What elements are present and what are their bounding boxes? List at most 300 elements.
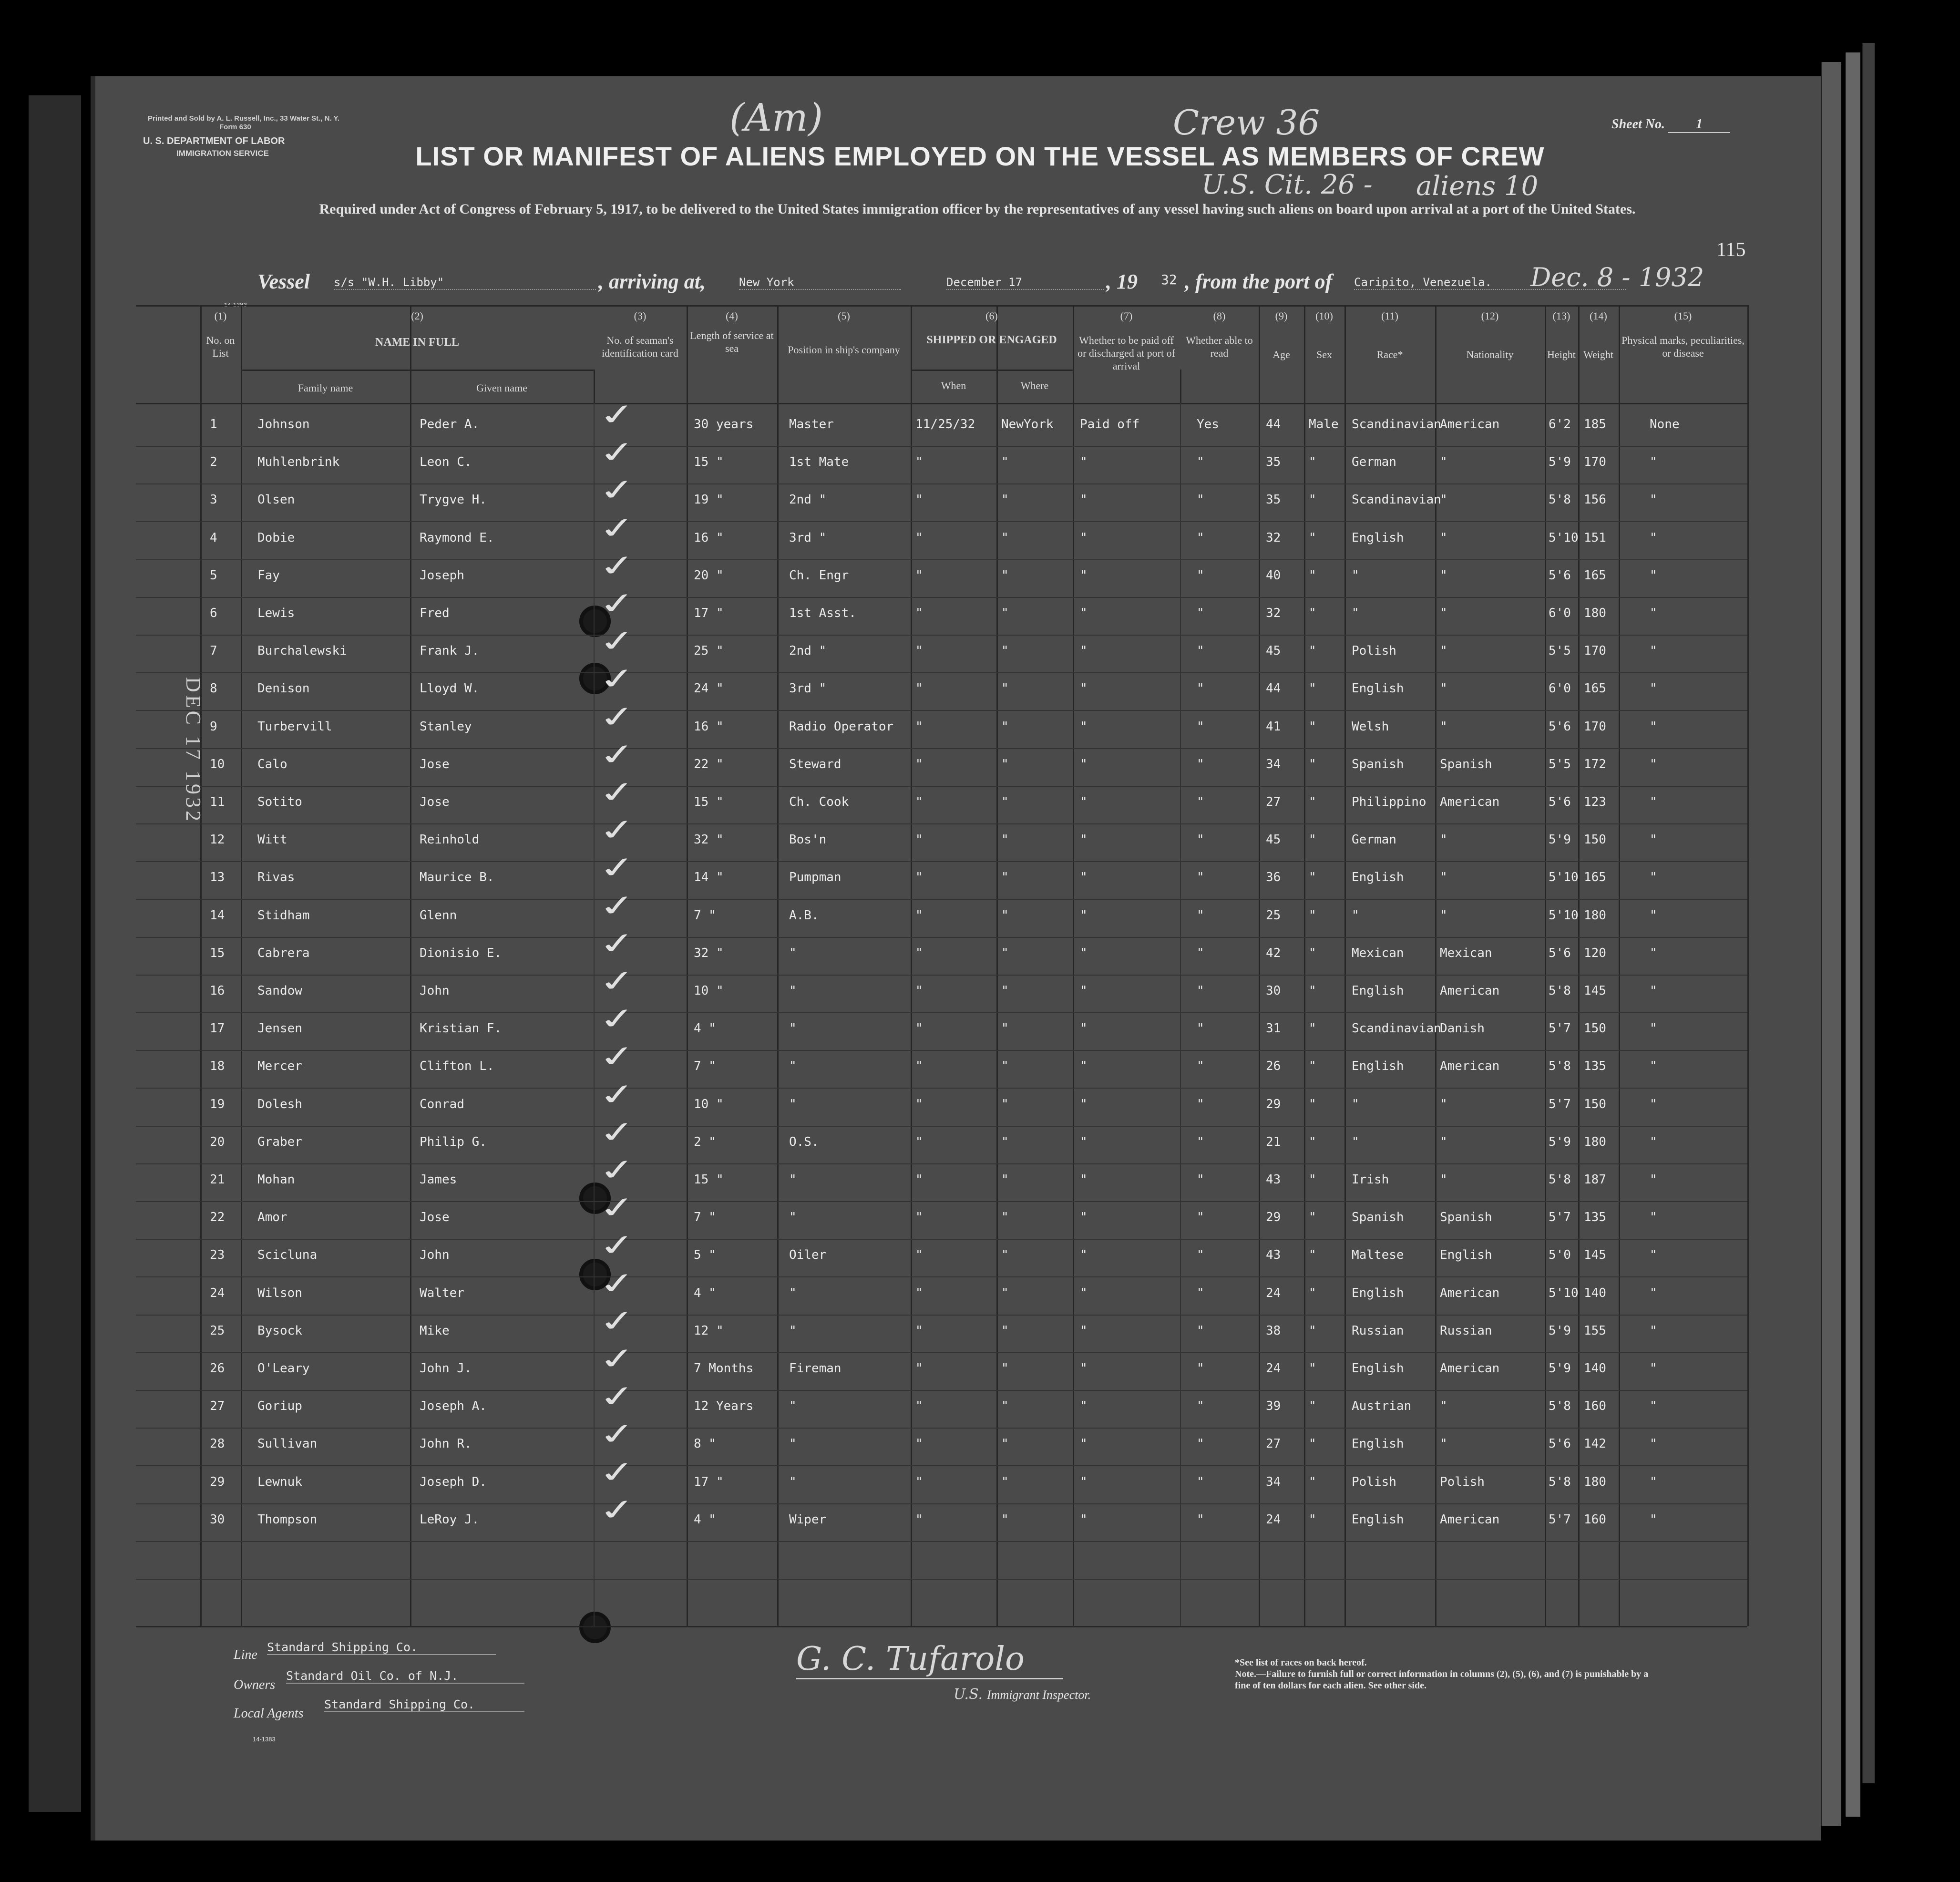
sex: "	[1309, 1286, 1316, 1300]
shipped-when: "	[915, 833, 923, 847]
sex: "	[1309, 1172, 1316, 1187]
position: 3rd "	[789, 530, 827, 545]
family-name: Mohan	[257, 1172, 295, 1187]
column-header: Whether able to read	[1186, 334, 1253, 359]
shipped-where: "	[1001, 1323, 1009, 1338]
weight: 180	[1584, 1474, 1606, 1489]
owners-value: Standard Oil Co. of N.J.	[286, 1669, 524, 1684]
sex: "	[1309, 1134, 1316, 1149]
nationality: "	[1440, 1134, 1447, 1149]
table-row-rule	[136, 635, 1747, 636]
column-number: (8)	[1213, 310, 1226, 322]
sheet-number: 1	[1668, 117, 1730, 133]
paid-off: "	[1080, 1361, 1088, 1376]
page-title: LIST OR MANIFEST OF ALIENS EMPLOYED ON THE VESSEL AS MEMBERS OF CREW	[415, 141, 1545, 171]
height: 5'6	[1549, 795, 1571, 809]
length-of-service: 12 Years	[694, 1399, 754, 1414]
able-to-read: "	[1197, 719, 1204, 734]
table-row-rule	[136, 672, 1747, 673]
length-of-service: 17 "	[694, 606, 724, 620]
able-to-read: "	[1197, 1059, 1204, 1074]
sex: "	[1309, 1361, 1316, 1376]
given-name: Philip G.	[420, 1134, 487, 1149]
able-to-read: "	[1197, 757, 1204, 771]
height: 5'6	[1549, 946, 1571, 960]
position: Steward	[789, 757, 841, 771]
arrival-port: New York	[739, 276, 901, 290]
paid-off: Paid off	[1080, 417, 1140, 432]
able-to-read: "	[1197, 1512, 1204, 1527]
table-row-rule	[136, 559, 1747, 560]
position: "	[789, 946, 797, 960]
row-number: 12	[210, 833, 225, 847]
able-to-read: "	[1197, 530, 1204, 545]
table-row-rule	[136, 483, 1747, 484]
weight: 180	[1584, 1134, 1606, 1149]
age: 40	[1266, 568, 1281, 583]
checkmark-icon: ✓	[595, 850, 640, 886]
family-name: Fay	[257, 568, 280, 583]
row-number: 8	[210, 681, 217, 696]
height: 6'0	[1549, 681, 1571, 696]
checkmark-icon: ✓	[595, 510, 640, 546]
weight: 142	[1584, 1437, 1606, 1451]
height: 5'6	[1549, 719, 1571, 734]
shipped-when: "	[915, 1361, 923, 1376]
table-row-rule	[136, 1352, 1747, 1353]
checkmark-icon: ✓	[595, 887, 640, 924]
checkmark-icon: ✓	[595, 585, 640, 622]
paid-off: "	[1080, 455, 1088, 470]
paid-off: "	[1080, 795, 1088, 809]
given-name: Dionisio E.	[420, 946, 502, 960]
weight: 160	[1584, 1399, 1606, 1414]
sex: "	[1309, 757, 1316, 771]
table-row-rule	[136, 1579, 1747, 1580]
able-to-read: "	[1197, 984, 1204, 998]
age: 42	[1266, 946, 1281, 960]
given-name: Reinhold	[420, 833, 480, 847]
nationality: American	[1440, 1361, 1500, 1376]
physical-marks: "	[1650, 757, 1657, 771]
sex: "	[1309, 1021, 1316, 1036]
shipped-where: "	[1001, 455, 1009, 470]
nationality: "	[1440, 493, 1447, 507]
column-header: Length of service at sea	[690, 329, 774, 354]
race: English	[1352, 1512, 1404, 1527]
height: 5'9	[1549, 1361, 1571, 1376]
shipped-subheader-rule	[911, 370, 1073, 371]
shipped-where: "	[1001, 1059, 1009, 1074]
height: 5'9	[1549, 1323, 1571, 1338]
weight: 180	[1584, 606, 1606, 620]
age: 29	[1266, 1210, 1281, 1225]
row-number: 2	[210, 455, 217, 470]
shipped-where: "	[1001, 1097, 1009, 1111]
paid-off: "	[1080, 1248, 1088, 1263]
length-of-service: 15 "	[694, 795, 724, 809]
able-to-read: Yes	[1197, 417, 1219, 432]
able-to-read: "	[1197, 833, 1204, 847]
column-number: (9)	[1275, 310, 1288, 322]
age: 35	[1266, 455, 1281, 470]
weight: 172	[1584, 757, 1606, 771]
table-column-rule	[594, 370, 595, 403]
handwritten-am: (Am)	[729, 95, 823, 140]
height: 5'8	[1549, 984, 1571, 998]
length-of-service: 2 "	[694, 1134, 716, 1149]
family-name: Stidham	[257, 908, 310, 923]
height: 6'2	[1549, 417, 1571, 432]
length-of-service: 4 "	[694, 1021, 716, 1036]
row-number: 24	[210, 1286, 225, 1300]
height: 5'8	[1549, 493, 1571, 507]
sheet-number-field	[1611, 117, 1730, 133]
penalty-note: Note.—Failure to furnish full or correct information in columns (2), (5), (6), and (7) is punishable by a fine of ten dollars for each alien. See other side.	[1235, 1669, 1649, 1691]
height: 5'8	[1549, 1172, 1571, 1187]
physical-marks: "	[1650, 1021, 1657, 1036]
position: Bos'n	[789, 833, 827, 847]
checkmark-icon: ✓	[595, 736, 640, 773]
table-row-rule	[136, 1239, 1747, 1240]
height: 5'10	[1549, 870, 1579, 885]
able-to-read: "	[1197, 795, 1204, 809]
length-of-service: 7 "	[694, 1059, 716, 1074]
column-number: (1)	[214, 310, 227, 322]
from-port-label: , from the port of	[1185, 270, 1333, 293]
vessel-label: Vessel	[257, 270, 310, 293]
age: 24	[1266, 1361, 1281, 1376]
printer-info	[148, 114, 339, 132]
length-of-service: 16 "	[694, 719, 724, 734]
position: "	[789, 1210, 797, 1225]
given-name: Lloyd W.	[420, 681, 480, 696]
checkmark-icon: ✓	[595, 812, 640, 849]
paid-off: "	[1080, 1172, 1088, 1187]
weight: 135	[1584, 1210, 1606, 1225]
row-number: 28	[210, 1437, 225, 1451]
agents-value: Standard Shipping Co.	[324, 1697, 524, 1712]
physical-marks: "	[1650, 1361, 1657, 1376]
sex: "	[1309, 1248, 1316, 1263]
row-number: 10	[210, 757, 225, 771]
age: 24	[1266, 1512, 1281, 1527]
family-name: Burchalewski	[257, 644, 347, 658]
physical-marks: "	[1650, 455, 1657, 470]
column-number: (3)	[634, 310, 646, 322]
family-name: Sandow	[257, 984, 302, 998]
nationality: "	[1440, 1097, 1447, 1111]
weight: 165	[1584, 568, 1606, 583]
row-number: 6	[210, 606, 217, 620]
able-to-read: "	[1197, 1399, 1204, 1414]
row-number: 26	[210, 1361, 225, 1376]
nationality: Polish	[1440, 1474, 1485, 1489]
family-name: Wilson	[257, 1286, 302, 1300]
nationality: American	[1440, 417, 1500, 432]
shipped-where: "	[1001, 1512, 1009, 1527]
race: "	[1352, 606, 1359, 620]
age: 41	[1266, 719, 1281, 734]
able-to-read: "	[1197, 1097, 1204, 1111]
column-number: (11)	[1381, 310, 1398, 322]
able-to-read: "	[1197, 568, 1204, 583]
footer-notes	[1235, 1657, 1654, 1691]
shipped-when: "	[915, 946, 923, 960]
shipped-when: "	[915, 1172, 923, 1187]
position: Ch. Engr	[789, 568, 849, 583]
family-name: Amor	[257, 1210, 287, 1225]
sex: "	[1309, 681, 1316, 696]
column-header: NAME IN FULL	[375, 336, 459, 349]
nationality: "	[1440, 908, 1447, 923]
table-row-rule	[136, 597, 1747, 598]
nationality: "	[1440, 606, 1447, 620]
paid-off: "	[1080, 644, 1088, 658]
age: 34	[1266, 1474, 1281, 1489]
physical-marks: "	[1650, 1134, 1657, 1149]
column-header: No. of seaman's identification card	[602, 334, 678, 359]
column-number: (10)	[1315, 310, 1333, 322]
table-row-rule	[136, 1088, 1747, 1089]
length-of-service: 22 "	[694, 757, 724, 771]
page-subtitle: Required under Act of Congress of February 5, 1917, to be delivered to the United States immigration officer by the representatives of any vessel having such aliens on board upon arrival at a port of the United States.	[319, 201, 1636, 217]
nationality: "	[1440, 1437, 1447, 1451]
family-name: Lewnuk	[257, 1474, 302, 1489]
shipped-where: "	[1001, 1286, 1009, 1300]
able-to-read: "	[1197, 946, 1204, 960]
table-row-rule	[136, 899, 1747, 900]
family-name: Graber	[257, 1134, 302, 1149]
age: 29	[1266, 1097, 1281, 1111]
column-header: Whether to be paid off or discharged at port of arrival	[1077, 334, 1175, 372]
height: 5'0	[1549, 1248, 1571, 1263]
position: "	[789, 1437, 797, 1451]
race: German	[1352, 455, 1396, 470]
sex: "	[1309, 1210, 1316, 1225]
height: 5'10	[1549, 530, 1579, 545]
sex: "	[1309, 530, 1316, 545]
weight: 140	[1584, 1361, 1606, 1376]
nationality: "	[1440, 833, 1447, 847]
column-number: (4)	[726, 310, 738, 322]
column-number: (14)	[1590, 310, 1607, 322]
length-of-service: 24 "	[694, 681, 724, 696]
shipped-where: "	[1001, 644, 1009, 658]
table-row-rule	[136, 1050, 1747, 1051]
weight: 150	[1584, 1097, 1606, 1111]
table-row-rule	[136, 861, 1747, 862]
age: 44	[1266, 681, 1281, 696]
given-name: Joseph	[420, 568, 464, 583]
table-column-rule	[1180, 403, 1181, 1626]
inspector-label: Immigrant Inspector.	[987, 1688, 1091, 1702]
race: "	[1352, 1097, 1359, 1111]
sex: "	[1309, 1399, 1316, 1414]
weight: 123	[1584, 795, 1606, 809]
able-to-read: "	[1197, 1248, 1204, 1263]
weight: 180	[1584, 908, 1606, 923]
position: Radio Operator	[789, 719, 894, 734]
checkmark-icon: ✓	[595, 1491, 640, 1528]
race: Scandinavian	[1352, 1021, 1441, 1036]
shipped-when: "	[915, 908, 923, 923]
shipped-when: "	[915, 606, 923, 620]
paid-off: "	[1080, 870, 1088, 885]
shipped-when: "	[915, 1021, 923, 1036]
weight: 160	[1584, 1512, 1606, 1527]
age: 32	[1266, 606, 1281, 620]
sex: "	[1309, 1059, 1316, 1074]
column-number: (6)	[985, 310, 998, 322]
shipped-when: "	[915, 1248, 923, 1263]
table-row-rule	[136, 446, 1747, 447]
race: English	[1352, 530, 1404, 545]
family-name: Cabrera	[257, 946, 310, 960]
shipped-where: "	[1001, 1134, 1009, 1149]
family-name: Scicluna	[257, 1248, 318, 1263]
line-label: Line	[234, 1647, 257, 1662]
nationality: American	[1440, 1059, 1500, 1074]
able-to-read: "	[1197, 1021, 1204, 1036]
race: English	[1352, 984, 1404, 998]
shipped-where: "	[1001, 719, 1009, 734]
given-name: Conrad	[420, 1097, 464, 1111]
row-number: 22	[210, 1210, 225, 1225]
family-name: Dolesh	[257, 1097, 302, 1111]
age: 38	[1266, 1323, 1281, 1338]
page-edge	[1821, 62, 1841, 1826]
given-name: Frank J.	[420, 644, 480, 658]
nationality: Spanish	[1440, 1210, 1492, 1225]
given-name: Clifton L.	[420, 1059, 494, 1074]
column-header: Height	[1547, 349, 1576, 360]
footer-form-code: 14-1383	[253, 1736, 276, 1743]
inspector-signature: G. C. Tufarolo	[796, 1640, 1063, 1679]
family-name: Dobie	[257, 530, 295, 545]
able-to-read: "	[1197, 870, 1204, 885]
table-top-rule	[136, 305, 1747, 307]
position: Pumpman	[789, 870, 841, 885]
sheet-label: Sheet No.	[1611, 117, 1665, 132]
table-bottom-rule	[136, 1626, 1747, 1627]
subheader-given-name: Given name	[476, 382, 527, 394]
length-of-service: 4 "	[694, 1512, 716, 1527]
paid-off: "	[1080, 984, 1088, 998]
sex: "	[1309, 493, 1316, 507]
race: Polish	[1352, 644, 1396, 658]
shipped-when: "	[915, 455, 923, 470]
length-of-service: 10 "	[694, 984, 724, 998]
column-header: Age	[1272, 349, 1290, 360]
able-to-read: "	[1197, 1172, 1204, 1187]
shipped-where: "	[1001, 493, 1009, 507]
family-name: Calo	[257, 757, 287, 771]
race: Maltese	[1352, 1248, 1404, 1263]
column-header: SHIPPED OR ENGAGED	[926, 334, 1057, 346]
table-row-rule	[136, 521, 1747, 522]
weight: 165	[1584, 681, 1606, 696]
sex: "	[1309, 644, 1316, 658]
column-number: (12)	[1481, 310, 1499, 322]
shipped-where: "	[1001, 870, 1009, 885]
family-name: Turbervill	[257, 719, 332, 734]
inspector-prefix: U.S.	[954, 1686, 983, 1703]
able-to-read: "	[1197, 606, 1204, 620]
age: 45	[1266, 833, 1281, 847]
position: "	[789, 1172, 797, 1187]
shipped-where: "	[1001, 984, 1009, 998]
paid-off: "	[1080, 833, 1088, 847]
race: German	[1352, 833, 1396, 847]
height: 5'9	[1549, 455, 1571, 470]
physical-marks: "	[1650, 1248, 1657, 1263]
weight: 145	[1584, 1248, 1606, 1263]
weight: 155	[1584, 1323, 1606, 1338]
weight: 151	[1584, 530, 1606, 545]
physical-marks: "	[1650, 681, 1657, 696]
given-name: John J.	[420, 1361, 472, 1376]
checkmark-icon: ✓	[595, 1303, 640, 1339]
shipped-where: "	[1001, 530, 1009, 545]
sex: "	[1309, 455, 1316, 470]
age: 21	[1266, 1134, 1281, 1149]
age: 34	[1266, 757, 1281, 771]
shipped-where: "	[1001, 568, 1009, 583]
length-of-service: 15 "	[694, 1172, 724, 1187]
shipped-when: "	[915, 870, 923, 885]
weight: 170	[1584, 644, 1606, 658]
length-of-service: 19 "	[694, 493, 724, 507]
paid-off: "	[1080, 606, 1088, 620]
shipped-when: "	[915, 1134, 923, 1149]
row-number: 18	[210, 1059, 225, 1074]
row-number: 9	[210, 719, 217, 734]
paid-off: "	[1080, 1021, 1088, 1036]
shipped-when: "	[915, 1210, 923, 1225]
given-name: Leon C.	[420, 455, 472, 470]
row-number: 1	[210, 417, 217, 432]
arrival-date: December 17	[946, 276, 1104, 290]
row-number: 11	[210, 795, 225, 809]
physical-marks: "	[1650, 984, 1657, 998]
shipped-when: "	[915, 644, 923, 658]
service-label: IMMIGRATION SERVICE	[176, 149, 269, 158]
family-name: Goriup	[257, 1399, 302, 1414]
given-name: James	[420, 1172, 457, 1187]
year-prefix: , 19	[1106, 270, 1138, 293]
column-header: Weight	[1583, 349, 1613, 360]
paid-off: "	[1080, 1474, 1088, 1489]
race: Austrian	[1352, 1399, 1412, 1414]
checkmark-icon: ✓	[595, 1416, 640, 1453]
shipped-when: "	[915, 493, 923, 507]
family-name: Olsen	[257, 493, 295, 507]
age: 25	[1266, 908, 1281, 923]
handwritten-citizen-count: U.S. Cit. 26 -	[1201, 169, 1373, 200]
checkmark-icon: ✓	[595, 1340, 640, 1378]
height: 5'6	[1549, 1437, 1571, 1451]
physical-marks: "	[1650, 833, 1657, 847]
able-to-read: "	[1197, 455, 1204, 470]
position: 2nd "	[789, 644, 827, 658]
race: English	[1352, 1286, 1404, 1300]
length-of-service: 30 years	[694, 417, 754, 432]
nationality: "	[1440, 1172, 1447, 1187]
position: "	[789, 1286, 797, 1300]
position: A.B.	[789, 908, 819, 923]
age: 24	[1266, 1286, 1281, 1300]
